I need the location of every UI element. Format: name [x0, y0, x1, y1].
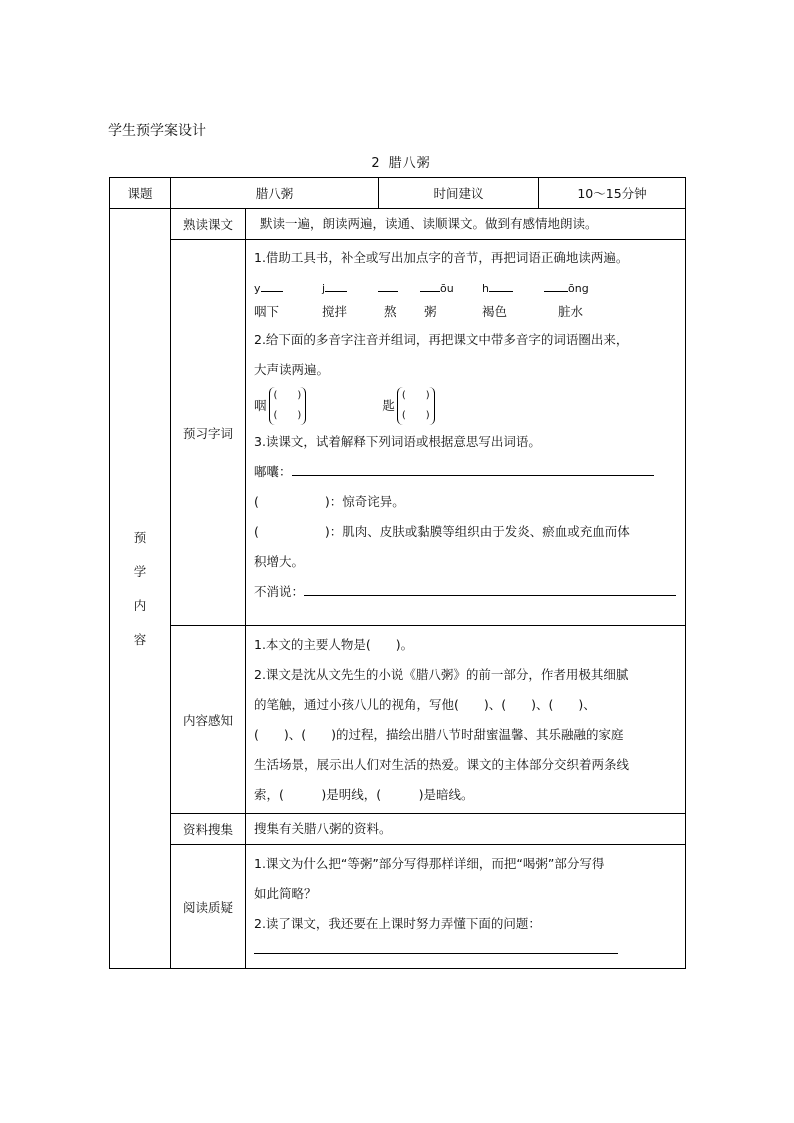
word-item: 褐色: [482, 304, 508, 319]
paren-blank[interactable]: ( ): [273, 410, 302, 421]
word-item: 搅拌: [322, 304, 348, 319]
lesson-name: 腊八粥: [388, 156, 431, 171]
lesson-number: 2: [371, 156, 381, 171]
section-label-char: 内: [133, 597, 147, 613]
content-q2-line3: ( )、( )的过程，描绘出腊八节时甜蜜温馨、其乐融融的家庭: [254, 726, 624, 742]
def2-open-paren: (: [254, 494, 259, 509]
polyphone-char: 咽: [254, 398, 267, 413]
def3-line2: 积增大。: [254, 554, 305, 569]
top-row: [110, 178, 686, 209]
vocab-q2-line2: 大声读两遍。: [254, 362, 330, 377]
polyphone-brace: [269, 387, 307, 425]
questions-answer: [254, 939, 679, 958]
questions-q1-line2: 如此简略？: [254, 886, 317, 901]
time-value: 10～15分钟: [539, 178, 686, 209]
research-text: 搜集有关腊八粥的资料。: [246, 814, 686, 845]
vocab-q1: 1.借助工具书，补全或写出加点字的音节，再把词语正确地读两遍。: [254, 250, 629, 265]
research-row: [110, 814, 686, 845]
def1: [254, 457, 679, 487]
vocab-q2-line1: 2.给下面的多音字注音并组词，再把课文中带多音字的词语圈出来，: [254, 332, 629, 347]
pinyin-blank[interactable]: [325, 277, 347, 292]
document-title: 学生预学案设计: [108, 123, 206, 139]
polyphone-char: 匙: [382, 398, 395, 413]
def4-label: 不消说：: [254, 584, 305, 599]
time-label: 时间建议: [379, 178, 539, 209]
paren-blank[interactable]: ( ): [401, 390, 430, 401]
content-q1: 1.本文的主要人物是( )。: [254, 636, 414, 652]
word-item: 粥: [424, 304, 437, 319]
word-item: 咽下: [254, 304, 280, 319]
word-row: [254, 299, 679, 325]
def3-text: )：肌肉、皮肤或黏膜等组织由于发炎、瘀血或充血而体: [324, 524, 630, 539]
vocab-label: 预习字词: [171, 240, 246, 626]
content-q2-line4: 生活场景，展示出人们对生活的热爱。课文的主体部分交织着两条线: [254, 756, 630, 772]
topic-value: 腊八粥: [171, 178, 379, 209]
content-q2-line5: 索，( )是明线，( )是暗线。: [254, 786, 474, 802]
questions-q2: 2.读了课文，我还要在上课时努力弄懂下面的问题：: [254, 916, 541, 931]
lesson-title: [0, 152, 794, 171]
vocab-q3: 3.读课文，试着解释下列词语或根据意思写出词语。: [254, 434, 541, 449]
polyphone-brace: [397, 387, 435, 425]
def2: [254, 487, 679, 517]
section-label: [110, 209, 171, 969]
word-item: 熬: [384, 304, 397, 319]
questions-label: 阅读质疑: [171, 845, 246, 969]
pinyin-item: y: [254, 282, 261, 295]
def2-text: )：惊奇诧异。: [324, 494, 405, 509]
def4-answer-line[interactable]: [304, 581, 676, 596]
pinyin-blank[interactable]: [544, 277, 568, 292]
pinyin-blank[interactable]: [489, 277, 513, 292]
def1-label: 嘟囔：: [254, 464, 292, 479]
pinyin-item: ōu: [440, 282, 454, 295]
def4: [254, 577, 679, 607]
section-label-char: 预: [133, 529, 147, 545]
questions-q1-line1: 1.课文为什么把“等粥”部分写得那样详细，而把“喝粥”部分写得: [254, 856, 605, 871]
word-item: 脏水: [558, 304, 584, 319]
content-label: 内容感知: [171, 626, 246, 814]
content-q2-line2: 的笔触，通过小孩八儿的视角，写他( )、( )、( )、: [254, 696, 596, 712]
vocab-content: [246, 240, 686, 626]
vocab-row: [110, 240, 686, 626]
pinyin-item: ōng: [568, 282, 589, 295]
pinyin-item: j: [322, 282, 326, 295]
section-label-char: 容: [133, 631, 147, 647]
def3-open-paren: (: [254, 524, 259, 539]
def3: [254, 517, 679, 547]
pinyin-row: [254, 277, 679, 299]
questions-content: [246, 845, 686, 969]
topic-label: 课题: [110, 178, 171, 209]
paren-blank[interactable]: ( ): [273, 390, 302, 401]
pinyin-blank[interactable]: [420, 277, 440, 292]
pinyin-blank[interactable]: [378, 277, 398, 292]
questions-row: [110, 845, 686, 969]
content-q2-line1: 2.课文是沈从文先生的小说《腊八粥》的前一部分，作者用极其细腻: [254, 666, 629, 682]
paren-blank[interactable]: ( ): [401, 410, 430, 421]
content-text: [246, 626, 686, 814]
questions-answer-line[interactable]: [254, 939, 618, 954]
content-row: [110, 626, 686, 814]
polyphone-row: [254, 385, 679, 427]
prestudy-table: [109, 177, 686, 969]
pinyin-item: h: [482, 282, 489, 295]
pinyin-blank[interactable]: [261, 277, 283, 292]
def1-answer-line[interactable]: [292, 461, 654, 476]
reading-label: 熟读课文: [171, 209, 246, 240]
reading-text: 默读一遍，朗读两遍，读通、读顺课文。做到有感情地朗读。: [246, 209, 686, 240]
research-label: 资料搜集: [171, 814, 246, 845]
reading-row: [110, 209, 686, 240]
section-label-char: 学: [133, 563, 147, 579]
